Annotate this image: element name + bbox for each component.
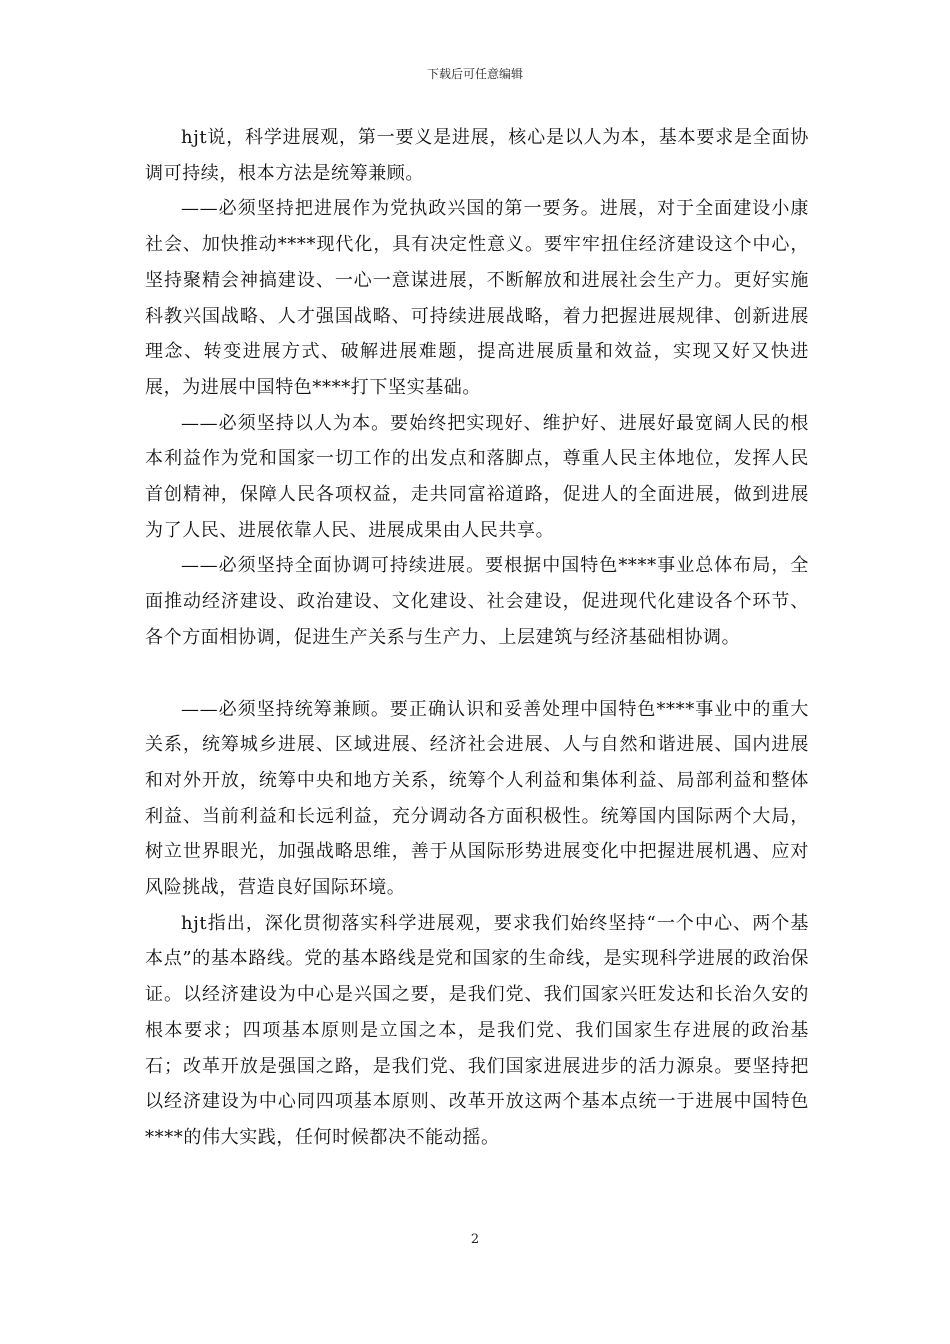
paragraph-6: hjt指出，深化贯彻落实科学进展观，要求我们始终坚持“一个中心、两个基本点”的基本路线。党的基本路线是党和国家的生命线，是实现科学进展的政治保证。以经济建设为中心是兴国之要，是我们党、我们国家兴旺发达和长治久安的根本要求；四项基本原则是立国之本，是我们党、我们国家生存进展的政治基石；改革开放是强国之路，是我们党、我们国家进展进步的活力源泉。要坚持把以经济建设为中心同四项基本原则、改革开放这两个基本点统一于进展中国特色****的伟大实践，任何时候都决不能动摇。 xyxy=(145,912,809,1148)
page-number: 2 xyxy=(470,1232,480,1247)
paragraph-5: ——必须坚持统筹兼顾。要正确认识和妥善处理中国特色****事业中的重大关系，统筹城乡进展、区域进展、经济社会进展、人与自然和谐进展、国内进展和对外开放，统筹中央和地方关系，统筹个人利益和集体利益、局部利益和整体利益、当前利益和长远利益，充分调动各方面积极性。统筹国内国际两个大局，树立世界眼光，加强战略思维，善于从国际形势进展变化中把握进展机遇、应对风险挑战，营造良好国际环境。 xyxy=(145,698,809,899)
document-body xyxy=(145,120,809,1156)
paragraph-2: ——必须坚持把进展作为党执政兴国的第一要务。进展，对于全面建设小康社会、加快推动****现代化，具有决定性意义。要牢牢扭住经济建设这个中心，坚持聚精会神搞建设、一心一意谋进展，不断解放和进展社会生产力。更好实施科教兴国战略、人才强国战略、可持续进展战略，着力把握进展规律、创新进展理念、转变进展方式、破解进展难题，提高进展质量和效益，实现又好又快进展，为进展中国特色****打下坚实基础。 xyxy=(145,198,809,398)
page-header: 下载后可任意编辑 xyxy=(426,67,523,81)
paragraph-3: ——必须坚持以人为本。要始终把实现好、维护好、进展好最宽阔人民的根本利益作为党和国家一切工作的出发点和落脚点，尊重人民主体地位，发挥人民首创精神，保障人民各项权益，走共同富裕道路，促进人的全面进展，做到进展为了人民、进展依靠人民、进展成果由人民共享。 xyxy=(145,412,809,541)
paragraph-1: hjt说，科学进展观，第一要义是进展，核心是以人为本，基本要求是全面协调可持续，根本方法是统筹兼顾。 xyxy=(145,127,809,184)
paragraph-4: ——必须坚持全面协调可持续进展。要根据中国特色****事业总体布局，全面推动经济建设、政治建设、文化建设、社会建设，促进现代化建设各个环节、各个方面相协调，促进生产关系与生产力、上层建筑与经济基础相协调。 xyxy=(145,555,809,648)
